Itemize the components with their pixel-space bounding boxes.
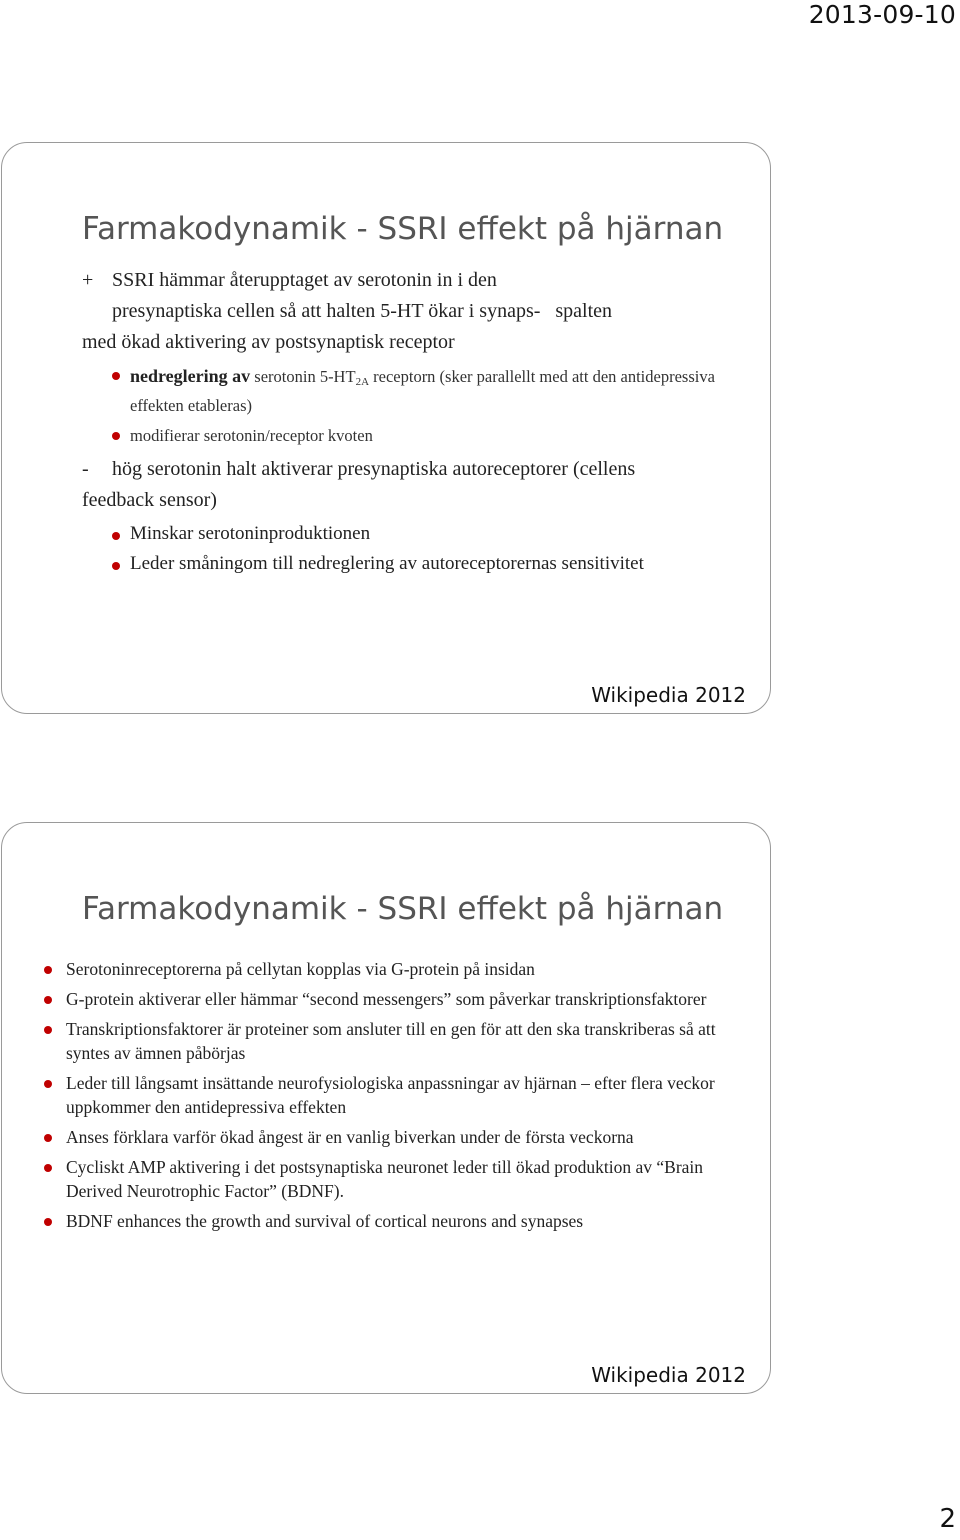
list-item-text: Leder till långsamt insättande neurofysiologiska anpassningar av hjärnan – efter flera veckor uppkommer den antidepressiva effekten bbox=[66, 1073, 715, 1117]
bullet-icon bbox=[112, 432, 120, 440]
bullet-icon bbox=[112, 372, 120, 380]
list-item bbox=[66, 1209, 746, 1233]
bullet-text: receptorn (sker parallellt med att den antidepressiva effekten etableras) bbox=[130, 367, 715, 415]
slide-1 bbox=[1, 142, 771, 714]
list-item bbox=[66, 987, 746, 1011]
bullet-icon bbox=[44, 966, 52, 974]
bullet-icon bbox=[112, 532, 120, 540]
list-item-text: BDNF enhances the growth and survival of cortical neurons and synapses bbox=[66, 1211, 584, 1231]
list-item bbox=[66, 1125, 746, 1149]
bullet-icon bbox=[44, 996, 52, 1004]
list-item bbox=[66, 1017, 746, 1065]
list-item bbox=[66, 957, 746, 981]
list-item-text: Anses förklara varför ökad ångest är en vanlig biverkan under de första veckorna bbox=[66, 1127, 634, 1147]
bullet-icon bbox=[44, 1026, 52, 1034]
bullet-text: modifierar serotonin/receptor kvoten bbox=[130, 426, 373, 445]
page-number: 2 bbox=[939, 1504, 956, 1534]
dash-line-1: hög serotonin halt aktiverar presynaptiska autoreceptorer (cellens bbox=[112, 458, 636, 480]
plus-line-1: SSRI hämmar återupptaget av serotonin in i den bbox=[112, 269, 497, 291]
dash-paragraph bbox=[82, 454, 752, 516]
bullet-icon bbox=[44, 1134, 52, 1142]
bullet-icon bbox=[44, 1164, 52, 1172]
list-item-text: G-protein aktiverar eller hämmar “second messengers” som påverkar transkriptionsfaktorer bbox=[66, 989, 707, 1009]
bullet-icon bbox=[44, 1080, 52, 1088]
plus-line-3: med ökad aktivering av postsynaptisk receptor bbox=[82, 331, 455, 353]
slide-1-body bbox=[82, 265, 752, 576]
list-item-text: Transkriptionsfaktorer är proteiner som ansluter till en gen för att den ska transkriberas så att syntes av ämnen påbörjas bbox=[66, 1019, 716, 1063]
list-item bbox=[82, 522, 752, 546]
sub-list-1 bbox=[82, 364, 752, 448]
list-item bbox=[82, 552, 752, 576]
bullet-icon bbox=[44, 1218, 52, 1226]
slide-credit: Wikipedia 2012 bbox=[591, 683, 746, 707]
list-item bbox=[82, 364, 752, 418]
slide-title: Farmakodynamik - SSRI effekt på hjärnan bbox=[82, 211, 724, 247]
document-date: 2013-09-10 bbox=[808, 0, 956, 29]
plus-paragraph bbox=[82, 265, 752, 358]
slide-title: Farmakodynamik - SSRI effekt på hjärnan bbox=[82, 891, 724, 927]
bullet-text: serotonin 5-HT bbox=[250, 367, 356, 386]
bullet-icon bbox=[112, 562, 120, 570]
plus-line-2: presynaptiska cellen så att halten 5-HT ökar i synaps- spalten bbox=[112, 300, 613, 322]
list-item-text: Cycliskt AMP aktivering i det postsynaptiska neuronet leder till ökad produktion av “Brain Derived Neurotrophic Factor” (BDNF). bbox=[66, 1157, 704, 1201]
list-item bbox=[82, 424, 752, 448]
list-item bbox=[66, 1155, 746, 1203]
bullet-text: Minskar serotoninproduktionen bbox=[130, 523, 371, 544]
slide-2-list bbox=[66, 957, 746, 1239]
slide-2 bbox=[1, 822, 771, 1394]
list-item-text: Serotoninreceptorerna på cellytan kopplas via G-protein på insidan bbox=[66, 959, 535, 979]
bullet-text: Leder småningom till nedreglering av autoreceptorernas sensitivitet bbox=[130, 553, 644, 574]
sub-list-2 bbox=[82, 522, 752, 576]
slide-credit: Wikipedia 2012 bbox=[591, 1363, 746, 1387]
list-item bbox=[66, 1071, 746, 1119]
dash-marker: - bbox=[82, 458, 89, 480]
bullet-strong-text: nedreglering av bbox=[130, 366, 251, 386]
plus-marker: + bbox=[82, 269, 94, 291]
subscript: 2A bbox=[355, 376, 370, 388]
dash-line-2: feedback sensor) bbox=[82, 489, 217, 511]
